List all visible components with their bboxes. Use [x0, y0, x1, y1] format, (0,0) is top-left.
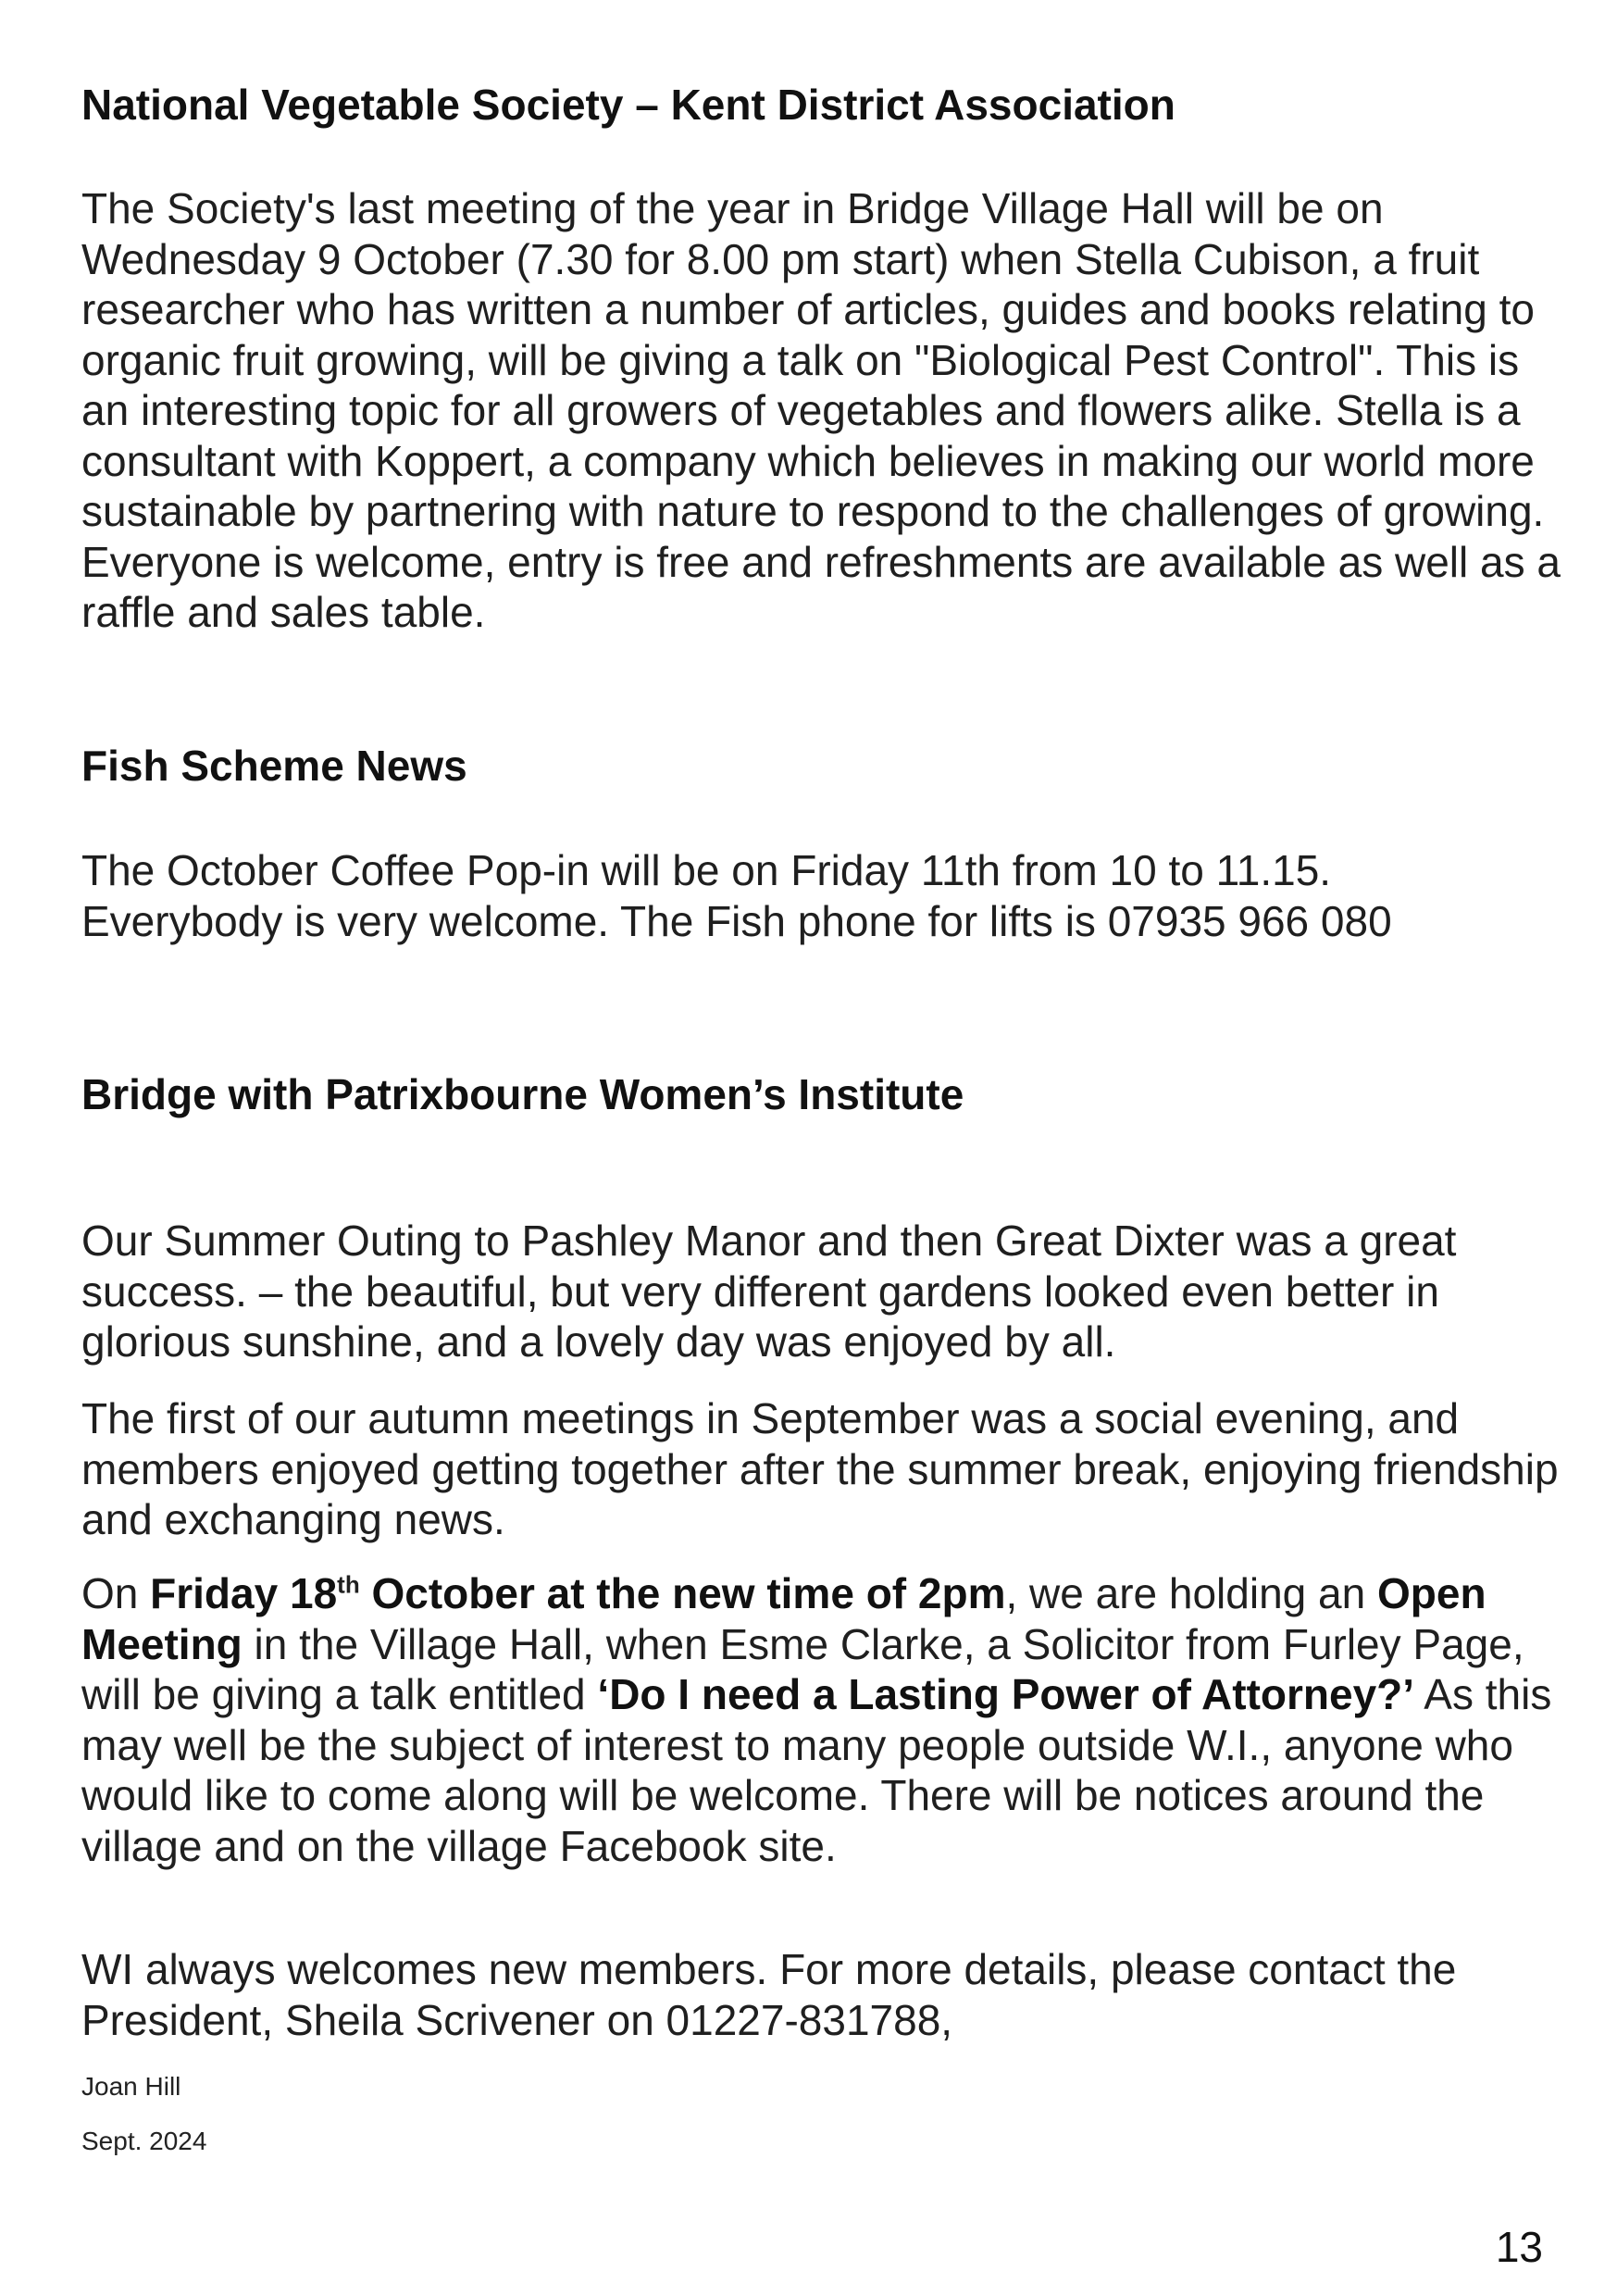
- fish-heading: Fish Scheme News: [81, 742, 467, 790]
- wi-p3-text-1: On: [81, 1569, 151, 1617]
- wi-p3-text-4: As this may well be the subject of interest to many people outside W.I., anyone who would like to come along will be welcome. There will be notices around the village and on the village Facebook site.: [81, 1670, 1552, 1870]
- author-name: Joan Hill: [81, 2072, 181, 2101]
- nvs-section: [81, 80, 1562, 130]
- wi-p3-text-3: in the Village Hall, when Esme Clarke, a Solicitor from Furley Page, will be giving a talk entitled: [81, 1619, 1524, 1718]
- wi-p3-talk-title: ‘Do I need a Lasting Power of Attorney?’: [597, 1670, 1415, 1718]
- wi-p3-open-meeting: Open Meeting: [81, 1569, 1486, 1668]
- nvs-paragraph: The Society's last meeting of the year in Bridge Village Hall will be on Wednesday 9 October (7.30 for 8.00 pm start) when Stella Cubison, a fruit researcher who has written a number of articles, guides and books relating to organic fruit growing, will be giving a talk on "Biological Pest Control". This is an interesting topic for all growers of vegetables and flowers alike. Stella is a consultant with Koppert, a company which believes in making our world more sustainable by partnering with nature to respond to the challenges of growing. Everyone is welcome, entry is free and refreshments are available as well as a raffle and sales table.: [81, 184, 1561, 636]
- wi-para-3-block: [81, 1568, 1562, 1871]
- fish-section: [81, 741, 1562, 791]
- wi-para-2-block: [81, 1393, 1562, 1545]
- nvs-body: [81, 183, 1562, 638]
- wi-paragraph-3: [81, 1568, 1562, 1871]
- wi-para-4-block: [81, 1944, 1562, 2045]
- wi-paragraph-4: WI always welcomes new members. For more details, please contact the President, Sheila Scrivener on 01227-831788,: [81, 1945, 1457, 2044]
- page-number: 13: [1495, 2223, 1543, 2271]
- date-block: [81, 2126, 1562, 2157]
- wi-para-1-block: [81, 1216, 1562, 1367]
- wi-p3-sup: th: [337, 1570, 360, 1599]
- wi-p3-time: October at the new time of 2pm: [359, 1569, 1006, 1617]
- fish-line-2: Everybody is very welcome. The Fish phone for lifts is 07935 966 080: [81, 896, 1392, 945]
- signature-block: [81, 2071, 1562, 2103]
- wi-section: [81, 1069, 1562, 1119]
- wi-paragraph-2: The first of our autumn meetings in September was a social evening, and members enjoyed getting together after the summer break, enjoying friendship and exchanging news.: [81, 1394, 1559, 1543]
- wi-p3-text-2: , we are holding an: [1005, 1569, 1377, 1617]
- wi-p3-date: Friday 18: [150, 1569, 338, 1617]
- nvs-heading: National Vegetable Society – Kent District Association: [81, 81, 1175, 129]
- wi-heading: Bridge with Patrixbourne Women’s Institute: [81, 1070, 964, 1118]
- fish-line-1: The October Coffee Pop-in will be on Friday 11th from 10 to 11.15.: [81, 846, 1332, 894]
- wi-paragraph-1: Our Summer Outing to Pashley Manor and then Great Dixter was a great success. – the beautiful, but very different gardens looked even better in glorious sunshine, and a lovely day was enjoyed by all.: [81, 1217, 1457, 1366]
- fish-body: [81, 845, 1562, 946]
- date-line: Sept. 2024: [81, 2127, 207, 2155]
